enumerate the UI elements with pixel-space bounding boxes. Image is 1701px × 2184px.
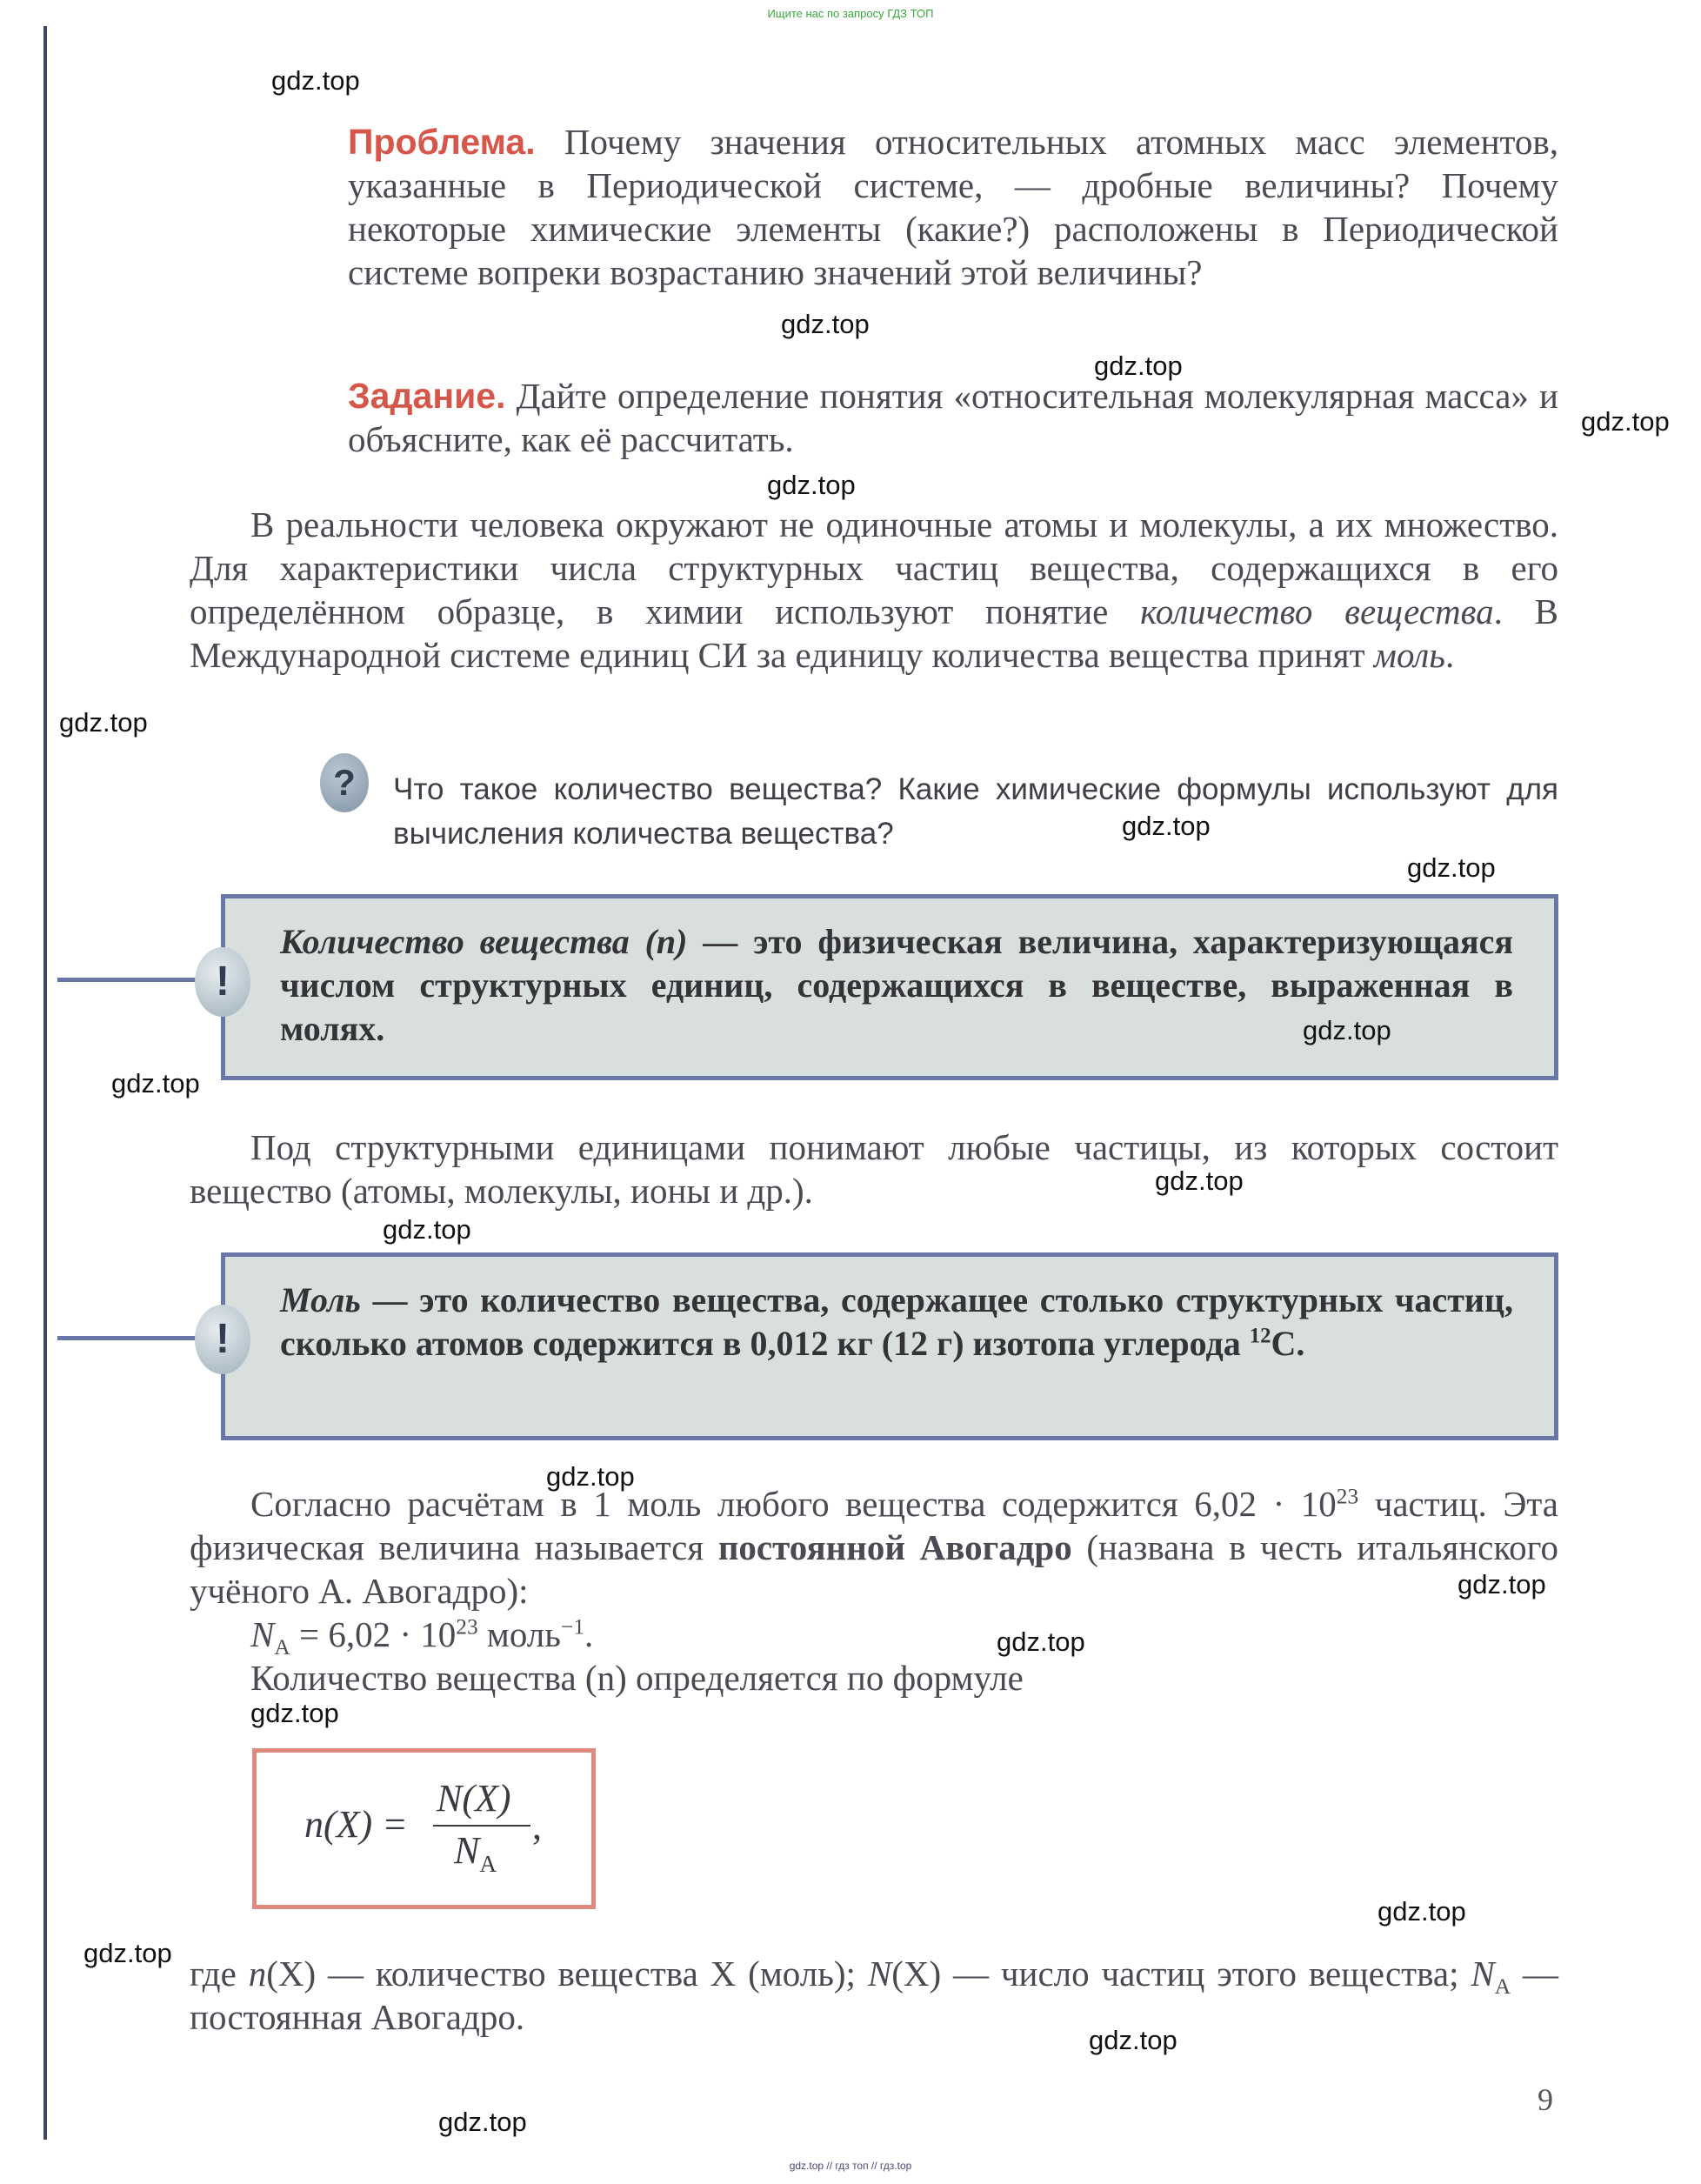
task-text: Дайте определение понятия «относительная молекулярная масса» и объясните, как её рассчитать. [348,376,1558,459]
watermark: gdz.top [1303,1015,1391,1045]
watermark: gdz.top [59,707,148,738]
explanation-symbol-N: N [867,1954,892,1994]
exclamation-icon: ! [195,1305,250,1374]
exclamation-icon: ! [195,947,250,1017]
watermark: gdz.top [383,1214,471,1245]
problem-paragraph [348,120,1558,294]
definition-mole-term: Моль [280,1280,361,1319]
explanation-symbol-NA: N [1471,1954,1495,1994]
intro-term-mole: моль [1373,635,1445,675]
avogadro-value-exponent: 23 [456,1614,478,1640]
formula-explanation [190,1952,1558,2039]
formula-denominator [454,1828,497,1877]
watermark: gdz.top [1155,1165,1244,1196]
avogadro-unit-exponent: −1 [560,1614,585,1640]
watermark: gdz.top [1094,351,1183,381]
problem-label: Проблема. [348,122,536,162]
formula-lhs: n(X) = [304,1803,408,1846]
avogadro-constant-line [250,1613,1294,1660]
watermark: gdz.top [83,1938,172,1968]
avogadro-period: . [584,1614,594,1654]
formula-comma: , [532,1805,542,1847]
explanation-text-1: где [190,1954,249,1994]
intro-text-3: . [1444,635,1455,675]
watermark: gdz.top [1407,852,1496,883]
intro-term-amount: количество вещества [1140,591,1494,631]
intro-paragraph [190,503,1558,677]
formula-numerator: N(X) [437,1777,511,1820]
explanation-symbol-n: n [248,1954,267,1994]
watermark: gdz.top [1458,1569,1546,1600]
formula-fraction-line [433,1825,530,1827]
task-paragraph [348,374,1558,461]
page-number: 9 [1538,2082,1553,2117]
definition-mole-text [280,1279,1513,1366]
explanation-text-3: (X) — число частиц этого вещества; [891,1954,1471,1994]
avogadro-text-1: Согласно расчётам в 1 моль любого вещества содержится 6,02 · 10 [250,1484,1337,1524]
watermark: gdz.top [438,2107,527,2137]
watermark: gdz.top [1122,811,1211,841]
watermark: gdz.top [111,1068,200,1099]
watermark: gdz.top [781,309,870,339]
definition-amount-term: Количество вещества (n) [280,922,688,961]
explanation-subscript: A [1494,1974,1511,2000]
avogadro-constant-term: постоянной Авогадро [717,1527,1072,1567]
definition-amount-body: — это физическая величина, характеризующаяся числом структурных единиц, содержащихся в веществе, выраженная в молях. [280,922,1513,1048]
explanation-text-4: — постоянная Авогадро. [190,1954,1558,2037]
avogadro-exponent: 23 [1336,1484,1359,1509]
watermark: gdz.top [767,470,856,500]
watermark: gdz.top [997,1626,1085,1657]
watermark: gdz.top [250,1698,339,1728]
formula-intro: Количество вещества (n) определяется по формуле [250,1658,1024,1698]
explanation-text-2: (X) — количество вещества X (моль); [266,1954,868,1994]
problem-text: Почему значения относительных атомных масс элементов, указанные в Периодической системе, — дробные величины? Почему некоторые химические элементы (какие?) расположены в Периодической системе вопреки возрастанию значений этой величины? [348,122,1558,292]
isotope-symbol: C. [1271,1324,1305,1363]
watermark: gdz.top [1089,2025,1177,2055]
watermark: gdz.top [271,65,360,96]
page-margin-line [43,26,47,2140]
watermark: gdz.top [546,1461,635,1492]
isotope-mass-number: 12 [1249,1324,1271,1348]
avogadro-value: = 6,02 · 10 [290,1614,457,1654]
avogadro-symbol: N [250,1614,275,1654]
structural-units-paragraph: Под структурными единицами понимают любые частицы, из которых состоит вещество (атомы, молекулы, ионы и др.). [190,1127,1558,1211]
avogadro-unit: моль [477,1614,561,1654]
avogadro-text-2: частиц. Эта физическая величина называется [190,1484,1558,1567]
avogadro-paragraph [190,1482,1558,1613]
definition-mole-body: — это количество вещества, содержащее столько структурных частиц, сколько атомов содержится в 0,012 кг (12 г) изотопа углерода [280,1280,1513,1363]
intro-text-2: . В Международной системе единиц СИ за единицу количества вещества принят [190,591,1558,675]
footer-note: gdz.top // гдз топ // гдз.top [789,2160,912,2172]
question-text: Что такое количество вещества? Какие химические формулы используют для вычисления количества вещества? [393,772,1558,851]
watermark: gdz.top [1581,406,1670,437]
watermark: gdz.top [1377,1896,1466,1927]
question-icon: ? [320,753,369,812]
header-note: Ищите нас по запросу ГДЗ ТОП [767,7,934,20]
task-label: Задание. [348,376,506,416]
avogadro-text-3: (названа в честь итальянского учёного А. Авогадро): [190,1527,1558,1611]
formula-denominator-symbol: N [454,1829,480,1872]
avogadro-subscript: A [274,1635,290,1660]
intro-text-1: В реальности человека окружают не одиночные атомы и молекулы, а их множество. Для характеристики числа структурных частиц вещества, содержащихся в его определённом образце, в химии используют понятие [190,504,1558,631]
formula-denominator-subscript: A [479,1850,497,1877]
